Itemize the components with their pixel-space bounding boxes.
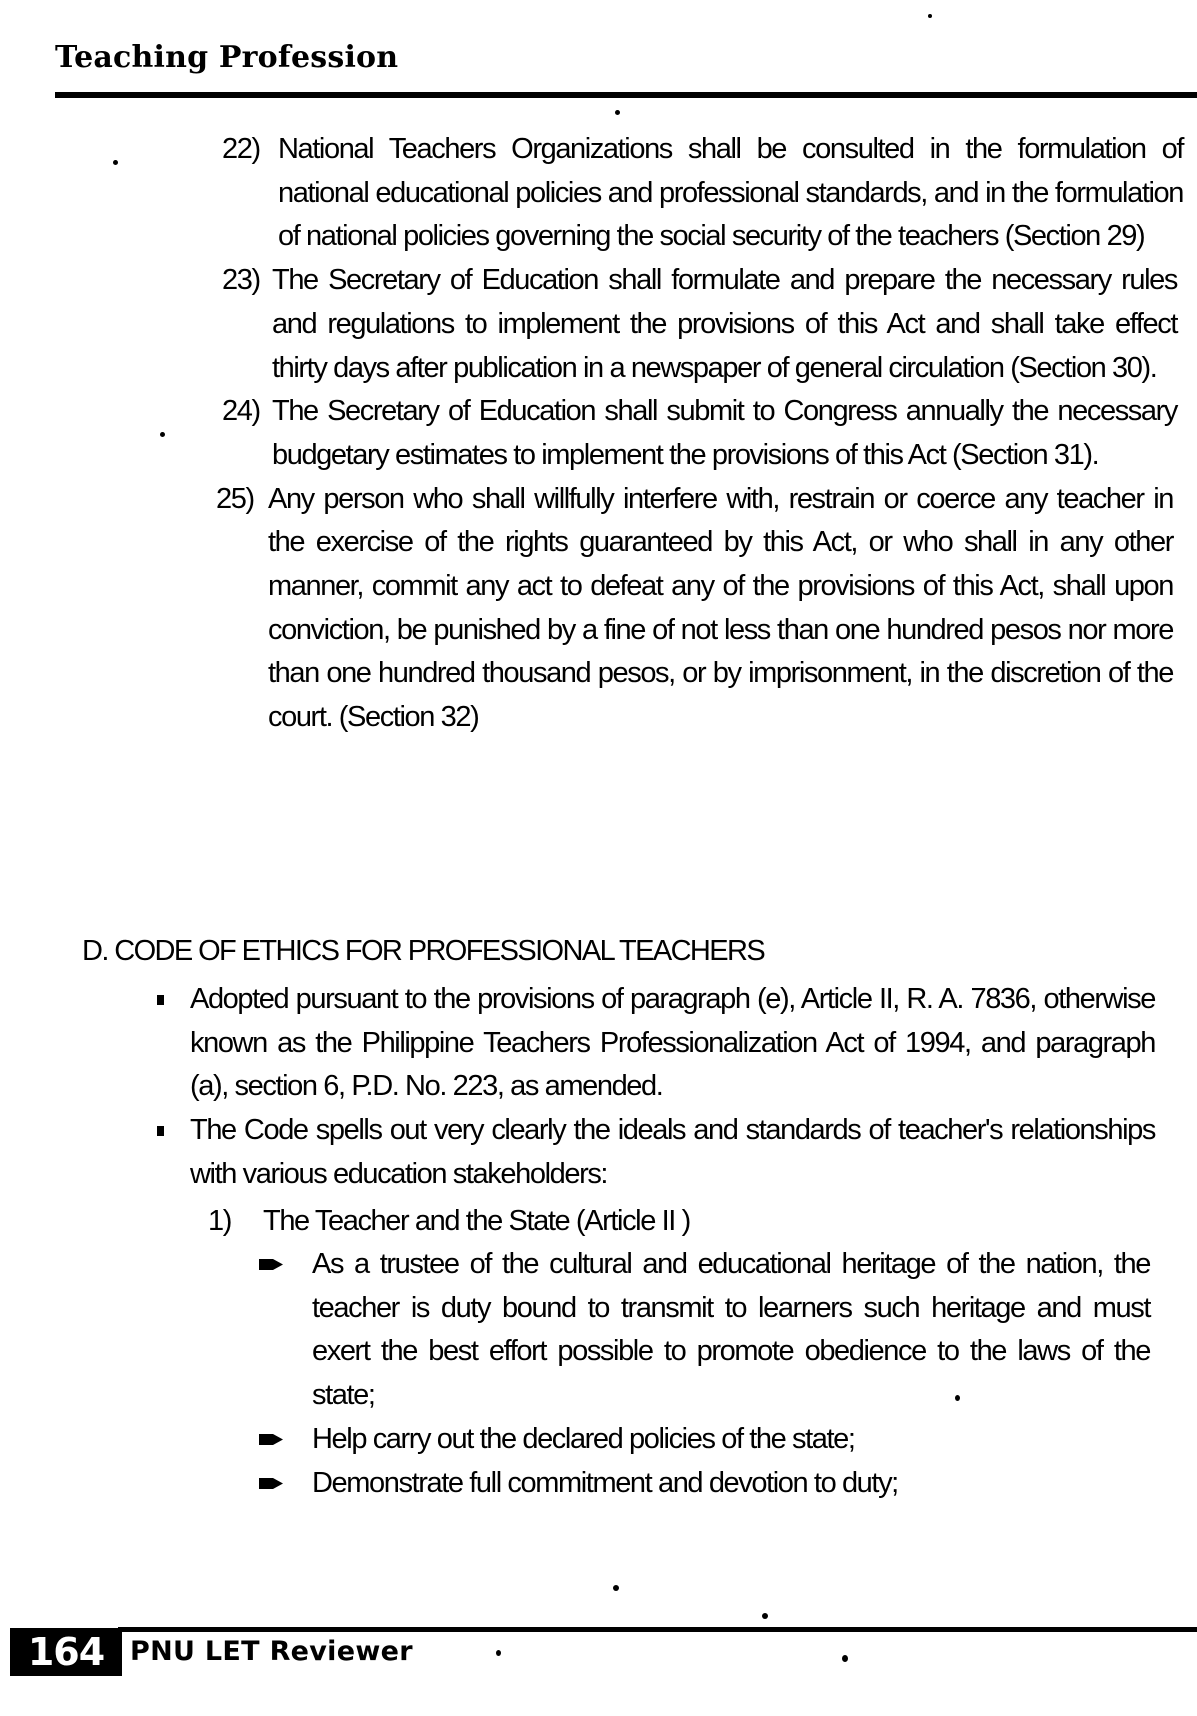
arrow-point-item bbox=[0, 1243, 1197, 1418]
scan-speck bbox=[762, 1613, 768, 1619]
square-bullet-icon bbox=[157, 995, 164, 1005]
arrow-point-text: Help carry out the declared policies of the state; bbox=[312, 1422, 855, 1455]
arrow-point-item bbox=[0, 1418, 1197, 1462]
arrow-point-text: As a trustee of the cultural and educational heritage of the nation, the teacher is duty bound to transmit to learners such heritage and must exert the best effort possible to promote obedience to the laws of the state; bbox=[312, 1248, 1150, 1412]
provision-item-24 bbox=[0, 390, 1197, 477]
provision-item-23 bbox=[0, 259, 1197, 390]
page-number-badge: 164 bbox=[10, 1628, 122, 1676]
provision-text: National Teachers Organizations shall be consulted in the formulation of national educational policies and professional standards, and in the formulation of national policies governing the social security of the teachers (Section 29) bbox=[278, 133, 1183, 253]
scan-speck bbox=[955, 1395, 960, 1401]
provision-text: Any person who shall willfully interfere with, restrain or coerce any teacher in the exercise of the rights guaranteed by this Act, or who shall in any other manner, commit any act to defeat any of the provisions of this Act, shall upon conviction, be punished by a fine of not less than one hundred pesos nor more than one hundred thousand pesos, or by imprisonment, in the discretion of the court. (Section 32) bbox=[268, 482, 1173, 734]
scan-speck bbox=[113, 160, 118, 165]
sub-item-title: The Teacher and the State (Article II ) bbox=[263, 1205, 690, 1237]
section-bullet-list bbox=[0, 978, 1197, 1197]
scan-speck bbox=[928, 14, 932, 18]
provision-item-25 bbox=[0, 478, 1197, 740]
provision-number: 24) bbox=[222, 395, 260, 428]
scan-speck bbox=[160, 432, 165, 437]
sub-item-number: 1) bbox=[208, 1205, 231, 1237]
provision-item-22 bbox=[0, 128, 1197, 259]
bullet-item bbox=[0, 1109, 1197, 1196]
arrow-bullet-icon bbox=[258, 1475, 284, 1492]
arrow-point-list bbox=[0, 1243, 1197, 1505]
arrow-point-text: Demonstrate full commitment and devotion to duty; bbox=[312, 1466, 898, 1499]
provision-text: The Secretary of Education shall formulate and prepare the necessary rules and regulations to implement the provisions of this Act and shall take effect thirty days after publication in a newspaper of general circulation (Section 30). bbox=[272, 264, 1177, 384]
bullet-item bbox=[0, 978, 1197, 1109]
bullet-text: Adopted pursuant to the provisions of paragraph (e), Article II, R. A. 7836, otherwise known as the Philippine Teachers Professionalization Act of 1994, and paragraph (a), section 6, P.D. No. 223, as amended. bbox=[190, 983, 1155, 1103]
scan-speck bbox=[496, 1650, 501, 1656]
numbered-provisions-list bbox=[0, 128, 1197, 740]
square-bullet-icon bbox=[157, 1126, 164, 1136]
provision-text: The Secretary of Education shall submit to Congress annually the necessary budgetary estimates to implement the provisions of this Act (Section 31). bbox=[272, 395, 1177, 471]
arrow-bullet-icon bbox=[258, 1256, 284, 1273]
header-rule bbox=[55, 92, 1197, 98]
arrow-bullet-icon bbox=[258, 1431, 284, 1448]
footer-book-title: PNU LET Reviewer bbox=[130, 1636, 413, 1667]
provision-number: 23) bbox=[222, 264, 260, 297]
running-head: Teaching Profession bbox=[55, 40, 399, 75]
bullet-text: The Code spells out very clearly the ideals and standards of teacher's relationships with various education stakeholders: bbox=[190, 1114, 1155, 1190]
scan-speck bbox=[615, 110, 620, 115]
footer-rule bbox=[118, 1627, 1197, 1632]
scan-speck bbox=[613, 1585, 619, 1591]
arrow-point-item bbox=[0, 1462, 1197, 1506]
section-heading: D. CODE OF ETHICS FOR PROFESSIONAL TEACHERS bbox=[82, 935, 765, 967]
provision-number: 22) bbox=[222, 133, 260, 165]
provision-number: 25) bbox=[216, 482, 254, 515]
scan-speck bbox=[842, 1655, 848, 1662]
